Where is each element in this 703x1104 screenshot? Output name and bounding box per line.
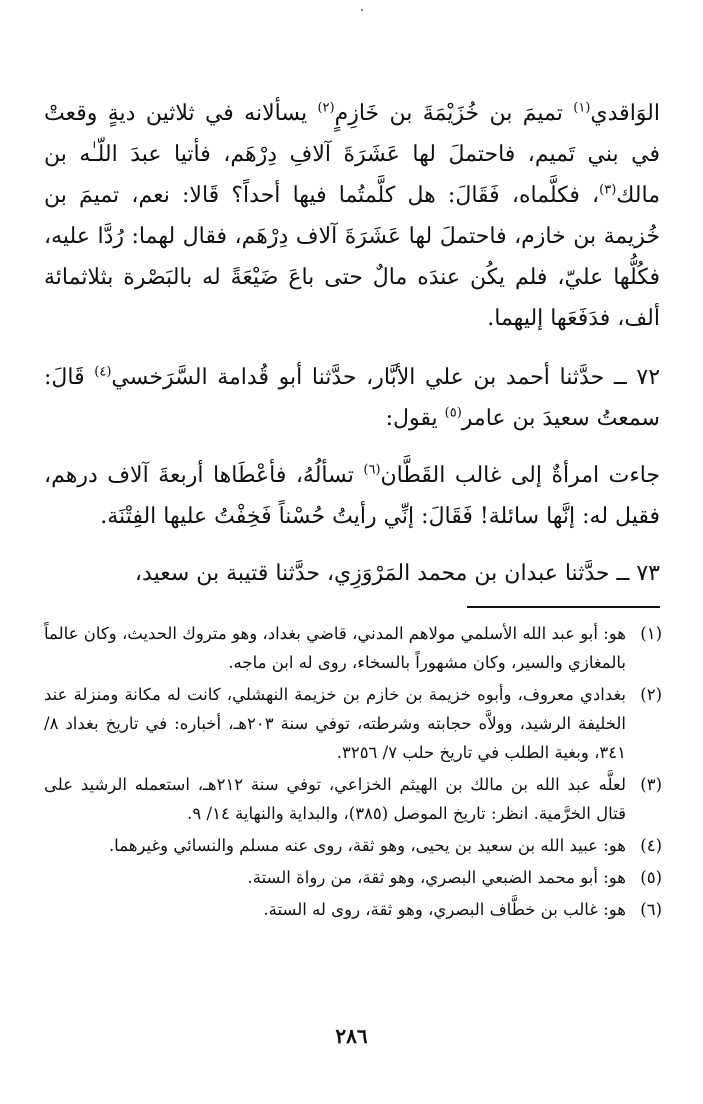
footnote-number: (٦) (640, 900, 662, 919)
footnote-ref-5: (٥) (444, 405, 462, 421)
footnote-item (44, 770, 662, 828)
text-segment: تميمَ بن خُزَيْمَةَ بن خَازِمٍ (334, 101, 574, 126)
footnotes-section (44, 619, 662, 927)
text-segment: جاءت امرأةٌ إلى غالب القَطَّان (380, 463, 660, 488)
text-segment: يسألانه في ثلاثين ديةٍ وقعتْ في بني تَميم، فاحتملَ لها عَشَرَةَ آلافِ دِرْهَم، فأتيا عبدَ اللّـٰه بن مالك (44, 101, 660, 208)
footnote-item (44, 680, 662, 767)
paragraph-anecdote-71 (44, 93, 660, 339)
footnote-item (44, 863, 662, 892)
page-number: ٢٨٦ (335, 1024, 368, 1048)
footnote-item (44, 619, 662, 677)
footnote-divider (467, 606, 660, 608)
footnote-text: هو: غالب بن خطَّاف البصري، وهو ثقة، روى له الستة. (263, 900, 626, 919)
paragraph-anecdote-72 (44, 455, 660, 537)
footnote-number: (٢) (640, 685, 662, 704)
text-segment: ، فكلَّماه، فَقَالَ: هل كلَّمتُما فيها أحداً؟ قَالا: نعم، تميمَ بن خُزيمة بن خازم، فاحتملَ لها عَشَرَةَ آلاف دِرْهَم، فقال لهما: رُدَّا عليه، فكُلُّها عليّ، فلم يكُن عندَه مالٌ حتى باعَ ضَيْعَةً له بالبَصْرة بثلاثمائة ألف، فدَفَعَها إليهما. (44, 183, 660, 331)
footnote-text: هو: أبو محمد الضبعي البصري، وهو ثقة، من رواة الستة. (247, 868, 626, 887)
footnote-item (44, 831, 662, 860)
footnote-text: بغدادي معروف، وأبوه خزيمة بن خازم بن خزيمة النهشلي، كانت له مكانة ومنزلة عند الخليفة الرشيد، وولاَّه حجابته وشرطته، توفي سنة ٢٠٣هـ، أخباره: في تاريخ بغداد ٨/ ٣٤١، وبغية الطلب في تاريخ حلب ٧/ ٣٢٥٦. (44, 685, 626, 762)
paragraph-isnad-73: ٧٣ ــ حدَّثنا عبدان بن محمد المَرْوَزِي، حدَّثنا قتيبة بن سعيد، (134, 561, 660, 586)
footnote-ref-2: (٢) (317, 100, 335, 116)
footnote-ref-1: (١) (573, 100, 591, 116)
text-segment: يقول: (385, 406, 445, 431)
footnote-number: (٣) (640, 775, 662, 794)
footnote-text: لعلَّه عبد الله بن مالك بن الهيثم الخزاعي، توفي سنة ٢١٢هـ، استعمله الرشيد على قتال الخرَّمية. انظر: تاريخ الموصل (٣٨٥)، والبداية والنهاية ١٤/ ٩. (44, 775, 626, 823)
footnote-number: (٥) (640, 868, 662, 887)
footnote-number: (٤) (640, 836, 662, 855)
text-segment: قَالَ: سمعتُ سعيدَ بن عامر (44, 365, 660, 431)
footnote-ref-4: (٤) (94, 364, 112, 380)
text-segment: ٧٢ ــ حدَّثنا أحمد بن علي الأبَّار، حدَّثنا أبو قُدامة السَّرَخسي (111, 365, 661, 390)
footnote-ref-6: (٦) (363, 462, 381, 478)
text-segment: الوَاقدي (590, 101, 660, 126)
paragraph-isnad-72 (44, 357, 660, 439)
footnote-number: (١) (640, 624, 662, 643)
text-segment: تسألُهُ، فأعْطَاها أربعةَ آلاف درهم، فقيل له: إنَّها سائلة! فَقَالَ: إنِّي رأيتُ حُسْناً فَخِفْتُ عليها الفِتْنَة. (44, 463, 660, 529)
page-speck (361, 9, 363, 11)
footnote-ref-3: (٣) (599, 182, 617, 198)
footnote-text: هو: عبيد الله بن سعيد بن يحيى، وهو ثقة، روى عنه مسلم والنسائي وغيرهما. (108, 836, 626, 855)
footnote-text: هو: أبو عبد الله الأسلمي مولاهم المدني، قاضي بغداد، وهو متروك الحديث، وكان عالماً بالمغازي والسير، وكان مشهوراً بالسخاء، روى له ابن ماجه. (44, 624, 626, 672)
footnote-item (44, 895, 662, 924)
